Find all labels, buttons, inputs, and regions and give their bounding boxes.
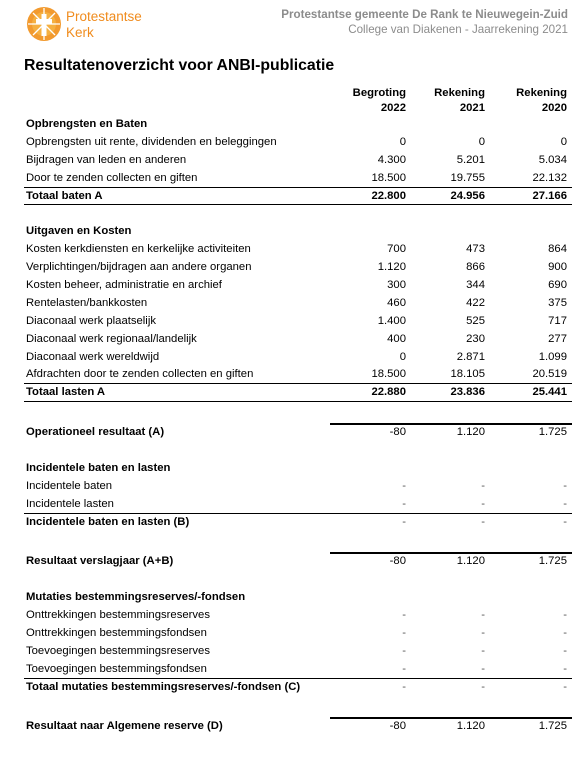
- total-row: Totaal baten A 22.800 24.956 27.166: [24, 188, 572, 206]
- section-heading: Incidentele baten en lasten: [26, 461, 171, 474]
- table-row: Toevoegingen bestemmingsreserves - - -: [26, 644, 567, 657]
- section-heading: Opbrengsten en Baten: [26, 118, 148, 130]
- table-row: Onttrekkingen bestemmingsfondsen - - -: [26, 626, 567, 639]
- total-row: Incidentele baten en lasten (B) - - -: [26, 515, 567, 528]
- logo-line-1: Protestantse: [66, 9, 142, 24]
- section-heading: Mutaties bestemmingsreserves/-fondsen: [26, 591, 246, 604]
- table-row: Verplichtingen/bijdragen aan andere organen 1.120 866 900: [26, 261, 567, 274]
- organization-name: Protestantse gemeente De Rank te Nieuwegein-Zuid: [281, 8, 568, 21]
- table-row: Toevoegingen bestemmingsfondsen - - -: [24, 661, 572, 679]
- column-headers: [24, 82, 572, 116]
- document-header-info: [281, 7, 568, 37]
- table-row: Opbrengsten uit rente, dividenden en beleggingen 0 0 0: [26, 135, 567, 148]
- section-heading: Uitgaven en Kosten: [26, 225, 132, 238]
- table-row: Bijdragen van leden en anderen 4.300 5.201 5.034: [26, 153, 567, 166]
- document-subtitle: College van Diakenen - Jaarrekening 2021: [348, 23, 568, 36]
- table-row: Diaconaal werk regionaal/landelijk 400 230 277: [26, 332, 567, 345]
- table-row: Afdrachten door te zenden collecten en giften 18.500 18.105 20.519: [24, 366, 572, 384]
- result-row-algemene-reserve: Resultaat naar Algemene reserve (D) -80 1.120 1.725: [24, 718, 572, 736]
- result-row-verslagjaar: Resultaat verslagjaar (A+B) -80 1.120 1.725: [24, 553, 572, 571]
- results-table: [24, 82, 572, 736]
- logo-text: [66, 9, 142, 41]
- table-row: Rentelasten/bankkosten 460 422 375: [26, 296, 567, 309]
- result-row-operationeel: Operationeel resultaat (A) -80 1.120 1.725: [24, 424, 572, 442]
- table-row: Onttrekkingen bestemmingsreserves - - -: [26, 609, 567, 622]
- protestantse-kerk-logo-icon: [26, 6, 62, 42]
- table-row: Incidentele lasten - - -: [24, 496, 572, 514]
- column-header-begroting-2022: Begroting 2022: [352, 87, 406, 114]
- page-title: Resultatenoverzicht voor ANBI-publicatie: [24, 57, 335, 74]
- logo-line-2: Kerk: [66, 25, 94, 40]
- table-row: Incidentele baten - - -: [26, 479, 567, 492]
- table-row: Diaconaal werk plaatselijk 1.400 525 717: [26, 314, 567, 327]
- total-row: Totaal mutaties bestemmingsreserves/-fondsen (C) - - -: [26, 680, 567, 693]
- column-header-rekening-2020: Rekening 2020: [516, 87, 567, 114]
- table-row: Kosten beheer, administratie en archief 300 344 690: [26, 279, 567, 292]
- column-header-rekening-2021: Rekening 2021: [434, 87, 485, 114]
- page-header: [0, 0, 580, 50]
- table-row: Door te zenden collecten en giften 18.500 19.755 22.132: [24, 170, 572, 188]
- table-row: Kosten kerkdiensten en kerkelijke activiteiten 700 473 864: [26, 243, 567, 256]
- table-row: Diaconaal werk wereldwijd 0 2.871 1.099: [26, 350, 567, 363]
- total-row: Totaal lasten A 22.880 23.836 25.441: [24, 384, 572, 402]
